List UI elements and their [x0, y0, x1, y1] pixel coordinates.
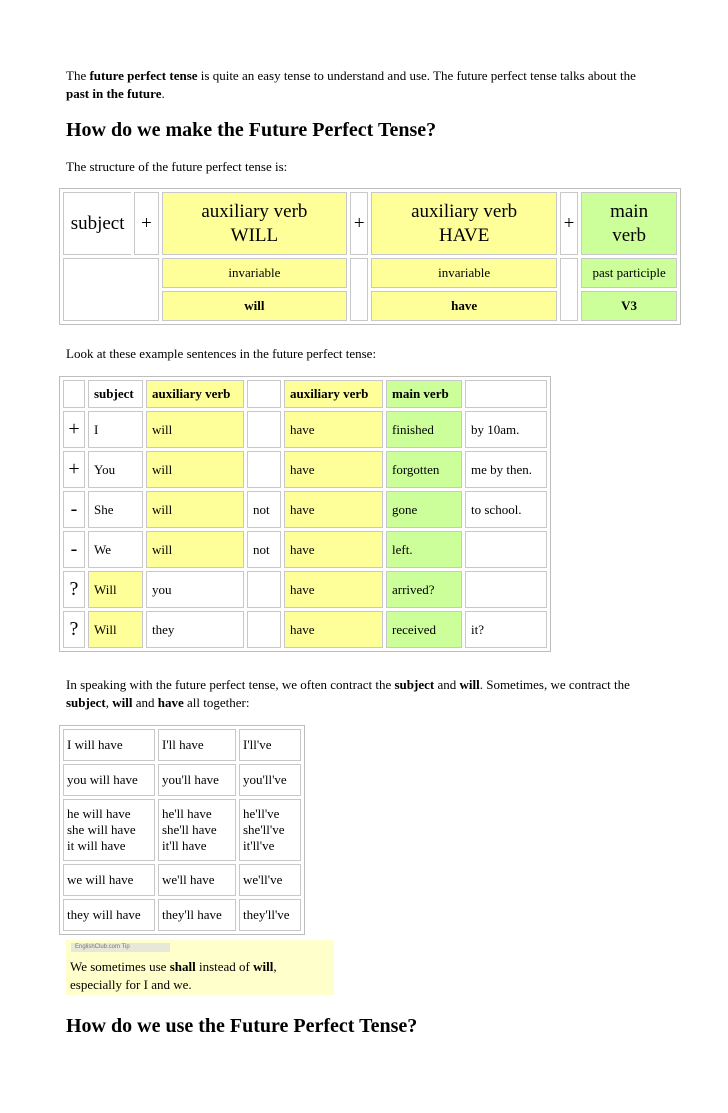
examples-table	[59, 376, 551, 652]
structure-invariable-will: invariable	[162, 258, 347, 288]
tip-box	[66, 940, 334, 995]
row-rest: me by then.	[465, 451, 547, 488]
row-subject: She	[88, 491, 143, 528]
example-row	[63, 411, 547, 448]
contraction-row	[63, 764, 301, 796]
full-form: he will have she will have it will have	[63, 799, 155, 861]
contract-text-5: and	[132, 695, 158, 710]
contraction-table	[59, 725, 305, 935]
examples-lead: Look at these example sentences in the future perfect tense:	[66, 346, 377, 361]
structure-lead: The structure of the future perfect tense is:	[66, 159, 288, 174]
row-subject: Will	[88, 571, 143, 608]
structure-plus-2: +	[350, 192, 368, 255]
contract-text-1: In speaking with the future perfect tense, we often contract the	[66, 677, 395, 692]
contraction-row	[63, 899, 301, 931]
structure-main-verb	[581, 192, 677, 255]
contract-text-4: ,	[105, 695, 113, 710]
intro-text-2: is quite an easy tense to understand and use. The future perfect tense talks about the	[197, 68, 636, 83]
row-main-verb: gone	[386, 491, 462, 528]
row-aux-1: will	[146, 491, 244, 528]
intro-bold-1: future perfect tense	[89, 68, 198, 83]
row-aux-2: have	[284, 411, 383, 448]
row-symbol: -	[63, 531, 85, 568]
main-verb-line2: verb	[612, 224, 646, 246]
contract-text-3: . Sometimes, we contract the	[479, 677, 630, 692]
contract-text-6: all together:	[183, 695, 250, 710]
tip-tag: EnglishClub.com Tip	[71, 943, 170, 952]
structure-empty-cell	[63, 258, 159, 321]
row-aux-2: have	[284, 451, 383, 488]
aux-have-line1: auxiliary verb	[411, 200, 518, 222]
row-symbol: ?	[63, 571, 85, 608]
row-negation: not	[247, 531, 281, 568]
row-aux-2: have	[284, 531, 383, 568]
full-form: we will have	[63, 864, 155, 896]
example-row	[63, 491, 547, 528]
row-subject: I	[88, 411, 143, 448]
aux-will-line1: auxiliary verb	[201, 200, 308, 222]
row-aux-1: you	[146, 571, 244, 608]
header-main-verb: main verb	[386, 380, 462, 408]
tip-bold-1: shall	[169, 959, 196, 974]
row-rest	[465, 571, 547, 608]
structure-plus-1: +	[134, 192, 158, 255]
row-negation	[247, 451, 281, 488]
tip-text	[70, 958, 277, 994]
short-form: we'll have	[158, 864, 236, 896]
aux-will-line2: WILL	[230, 224, 279, 246]
example-row	[63, 451, 547, 488]
row-subject: We	[88, 531, 143, 568]
double-contraction: you'll've	[239, 764, 301, 796]
full-form: I will have	[63, 729, 155, 761]
row-aux-2: have	[284, 571, 383, 608]
example-row	[63, 571, 547, 608]
short-form: he'll have she'll have it'll have	[158, 799, 236, 861]
contract-bold-2: will	[459, 677, 480, 692]
aux-have-line2: HAVE	[438, 224, 490, 246]
row-symbol: +	[63, 411, 85, 448]
structure-aux-have	[371, 192, 556, 255]
row-main-verb: finished	[386, 411, 462, 448]
contract-bold-3: subject	[66, 695, 106, 710]
full-form: they will have	[63, 899, 155, 931]
short-form: you'll have	[158, 764, 236, 796]
row-main-verb: received	[386, 611, 462, 648]
contract-bold-4: will	[112, 695, 133, 710]
row-symbol: -	[63, 491, 85, 528]
row-rest: by 10am.	[465, 411, 547, 448]
row-symbol: +	[63, 451, 85, 488]
structure-plus-3: +	[560, 192, 578, 255]
contraction-lead	[66, 676, 676, 712]
row-main-verb: arrived?	[386, 571, 462, 608]
row-rest	[465, 531, 547, 568]
structure-have: have	[371, 291, 556, 321]
contract-text-2: and	[434, 677, 460, 692]
header-aux-2: auxiliary verb	[284, 380, 383, 408]
row-aux-1: will	[146, 451, 244, 488]
row-negation	[247, 611, 281, 648]
row-subject: You	[88, 451, 143, 488]
contract-bold-5: have	[157, 695, 184, 710]
row-aux-2: have	[284, 491, 383, 528]
structure-v3: V3	[581, 291, 677, 321]
tip-bold-2: will	[253, 959, 274, 974]
main-verb-line1: main	[610, 200, 649, 222]
row-subject: Will	[88, 611, 143, 648]
double-contraction: he'll've she'll've it'll've	[239, 799, 301, 861]
row-aux-2: have	[284, 611, 383, 648]
structure-aux-will	[162, 192, 347, 255]
tip-text-2: instead of	[195, 959, 254, 974]
row-aux-1: will	[146, 531, 244, 568]
structure-empty-cell	[350, 258, 368, 321]
structure-empty-cell	[560, 258, 578, 321]
short-form: they'll have	[158, 899, 236, 931]
row-aux-1: they	[146, 611, 244, 648]
heading-use: How do we use the Future Perfect Tense?	[66, 1015, 418, 1037]
row-negation	[247, 411, 281, 448]
header-subject: subject	[88, 380, 143, 408]
tip-text-3: ,	[273, 959, 277, 974]
contract-bold-1: subject	[394, 677, 435, 692]
row-aux-1: will	[146, 411, 244, 448]
structure-subject: subject	[63, 192, 131, 255]
structure-invariable-have: invariable	[371, 258, 556, 288]
structure-will: will	[162, 291, 347, 321]
contraction-row	[63, 799, 301, 861]
heading-make: How do we make the Future Perfect Tense?	[66, 119, 437, 141]
row-rest: to school.	[465, 491, 547, 528]
contraction-row	[63, 864, 301, 896]
full-form: you will have	[63, 764, 155, 796]
header-empty	[465, 380, 547, 408]
intro-bold-2: past in the future	[66, 86, 162, 101]
intro-text-3: .	[161, 86, 165, 101]
example-row	[63, 611, 547, 648]
contraction-row	[63, 729, 301, 761]
row-symbol: ?	[63, 611, 85, 648]
double-contraction: they'll've	[239, 899, 301, 931]
header-aux-1: auxiliary verb	[146, 380, 244, 408]
double-contraction: I'll've	[239, 729, 301, 761]
row-negation	[247, 571, 281, 608]
structure-table	[59, 188, 681, 325]
row-rest: it?	[465, 611, 547, 648]
row-main-verb: forgotten	[386, 451, 462, 488]
header-empty	[63, 380, 85, 408]
short-form: I'll have	[158, 729, 236, 761]
row-negation: not	[247, 491, 281, 528]
example-row	[63, 531, 547, 568]
header-empty	[247, 380, 281, 408]
structure-past-participle: past participle	[581, 258, 677, 288]
tip-line-2: especially for I and we.	[70, 977, 192, 992]
double-contraction: we'll've	[239, 864, 301, 896]
intro-text-1: The	[66, 68, 90, 83]
tip-text-1: We sometimes use	[70, 959, 170, 974]
intro-paragraph	[66, 67, 656, 103]
row-main-verb: left.	[386, 531, 462, 568]
